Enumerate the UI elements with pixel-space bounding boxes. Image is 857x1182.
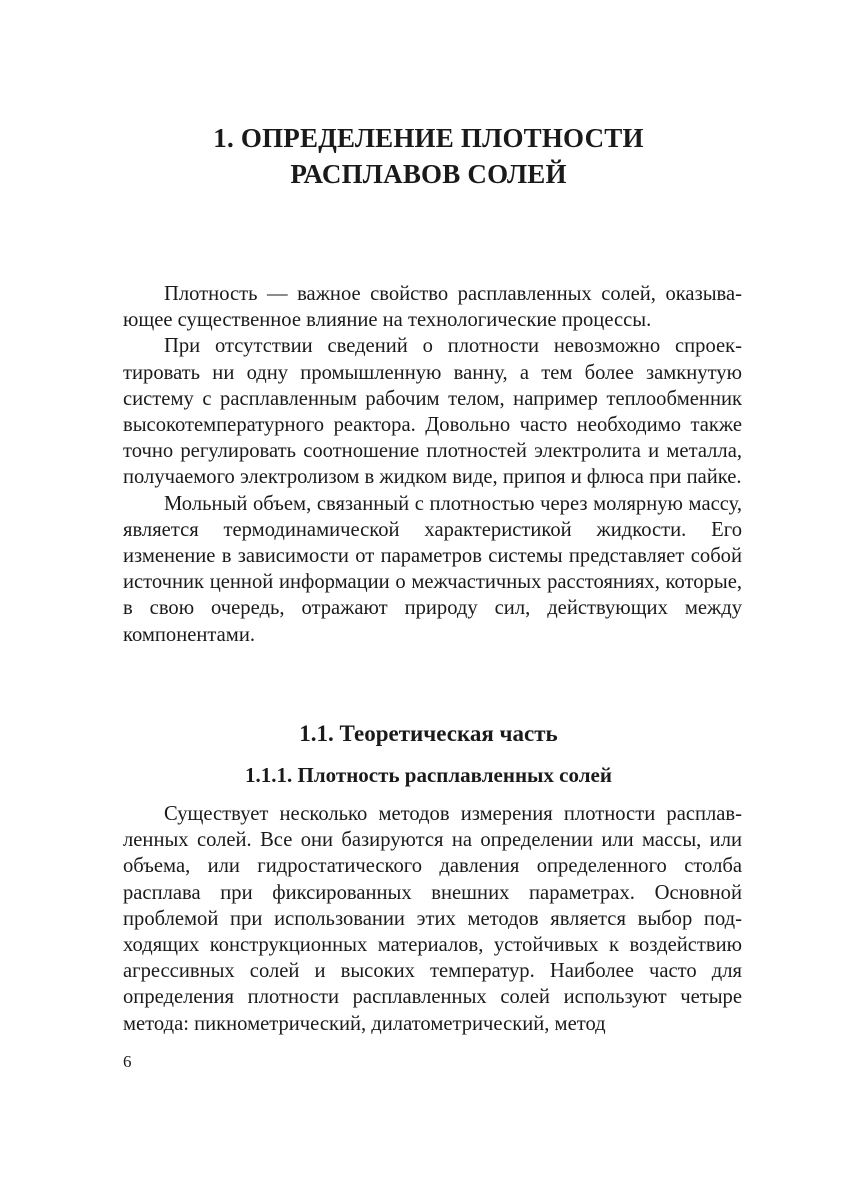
paragraph: Плотность — важное свойство расплавленных солей, оказывающее существенное влияние на технологические процессы. xyxy=(123,283,742,332)
subsection-heading: 1.1.1. Плотность расплавленных солей xyxy=(245,763,612,787)
chapter-title-line-2: РАСПЛАВОВ СОЛЕЙ xyxy=(290,159,567,190)
subsection-text xyxy=(123,801,742,1037)
paragraph: При отсутствии сведений о плотности невозможно спроектировать ни одну промышленную ванну, а тем более замкнутую систему с расплавленным рабочим телом, например теплообменник высокотемпературного реактора. Довольно часто необходимо также точно регулировать соотношение плотностей электролита и металла, получаемого электролизом в жидком виде, припоя и флюса при пайке. xyxy=(123,335,742,489)
intro-text xyxy=(123,281,742,648)
chapter-title-line-1: 1. ОПРЕДЕЛЕНИЕ ПЛОТНОСТИ xyxy=(213,123,644,154)
chapter-title xyxy=(0,120,857,192)
paragraph: Мольный объем, связанный с плотностью через молярную массу, является термодинамической характеристикой жидкости. Его изменение в зависимости от параметров системы представляет собой источник ценной информации о межчастичных расстояниях, которые, в свою очередь, отражают природу сил, действующих между компонентами. xyxy=(123,492,742,646)
paragraph: Существует несколько методов измерения плотности расплавленных солей. Все они базируются на определении или массы, или объема, или гидростатического давления определенного столба расплава при фиксированных внешних параметрах. Основной проблемой при использовании этих методов является выбор подходящих конструкционных материалов, устойчивых к воздействию агрессивных солей и высоких температур. Наиболее часто для определения плотности расплавленных солей используют четыре метода: пикнометрический, дилатометрический, метод xyxy=(123,803,742,1035)
section-heading: 1.1. Теоретическая часть xyxy=(299,721,558,746)
page-number: 6 xyxy=(123,1052,132,1071)
